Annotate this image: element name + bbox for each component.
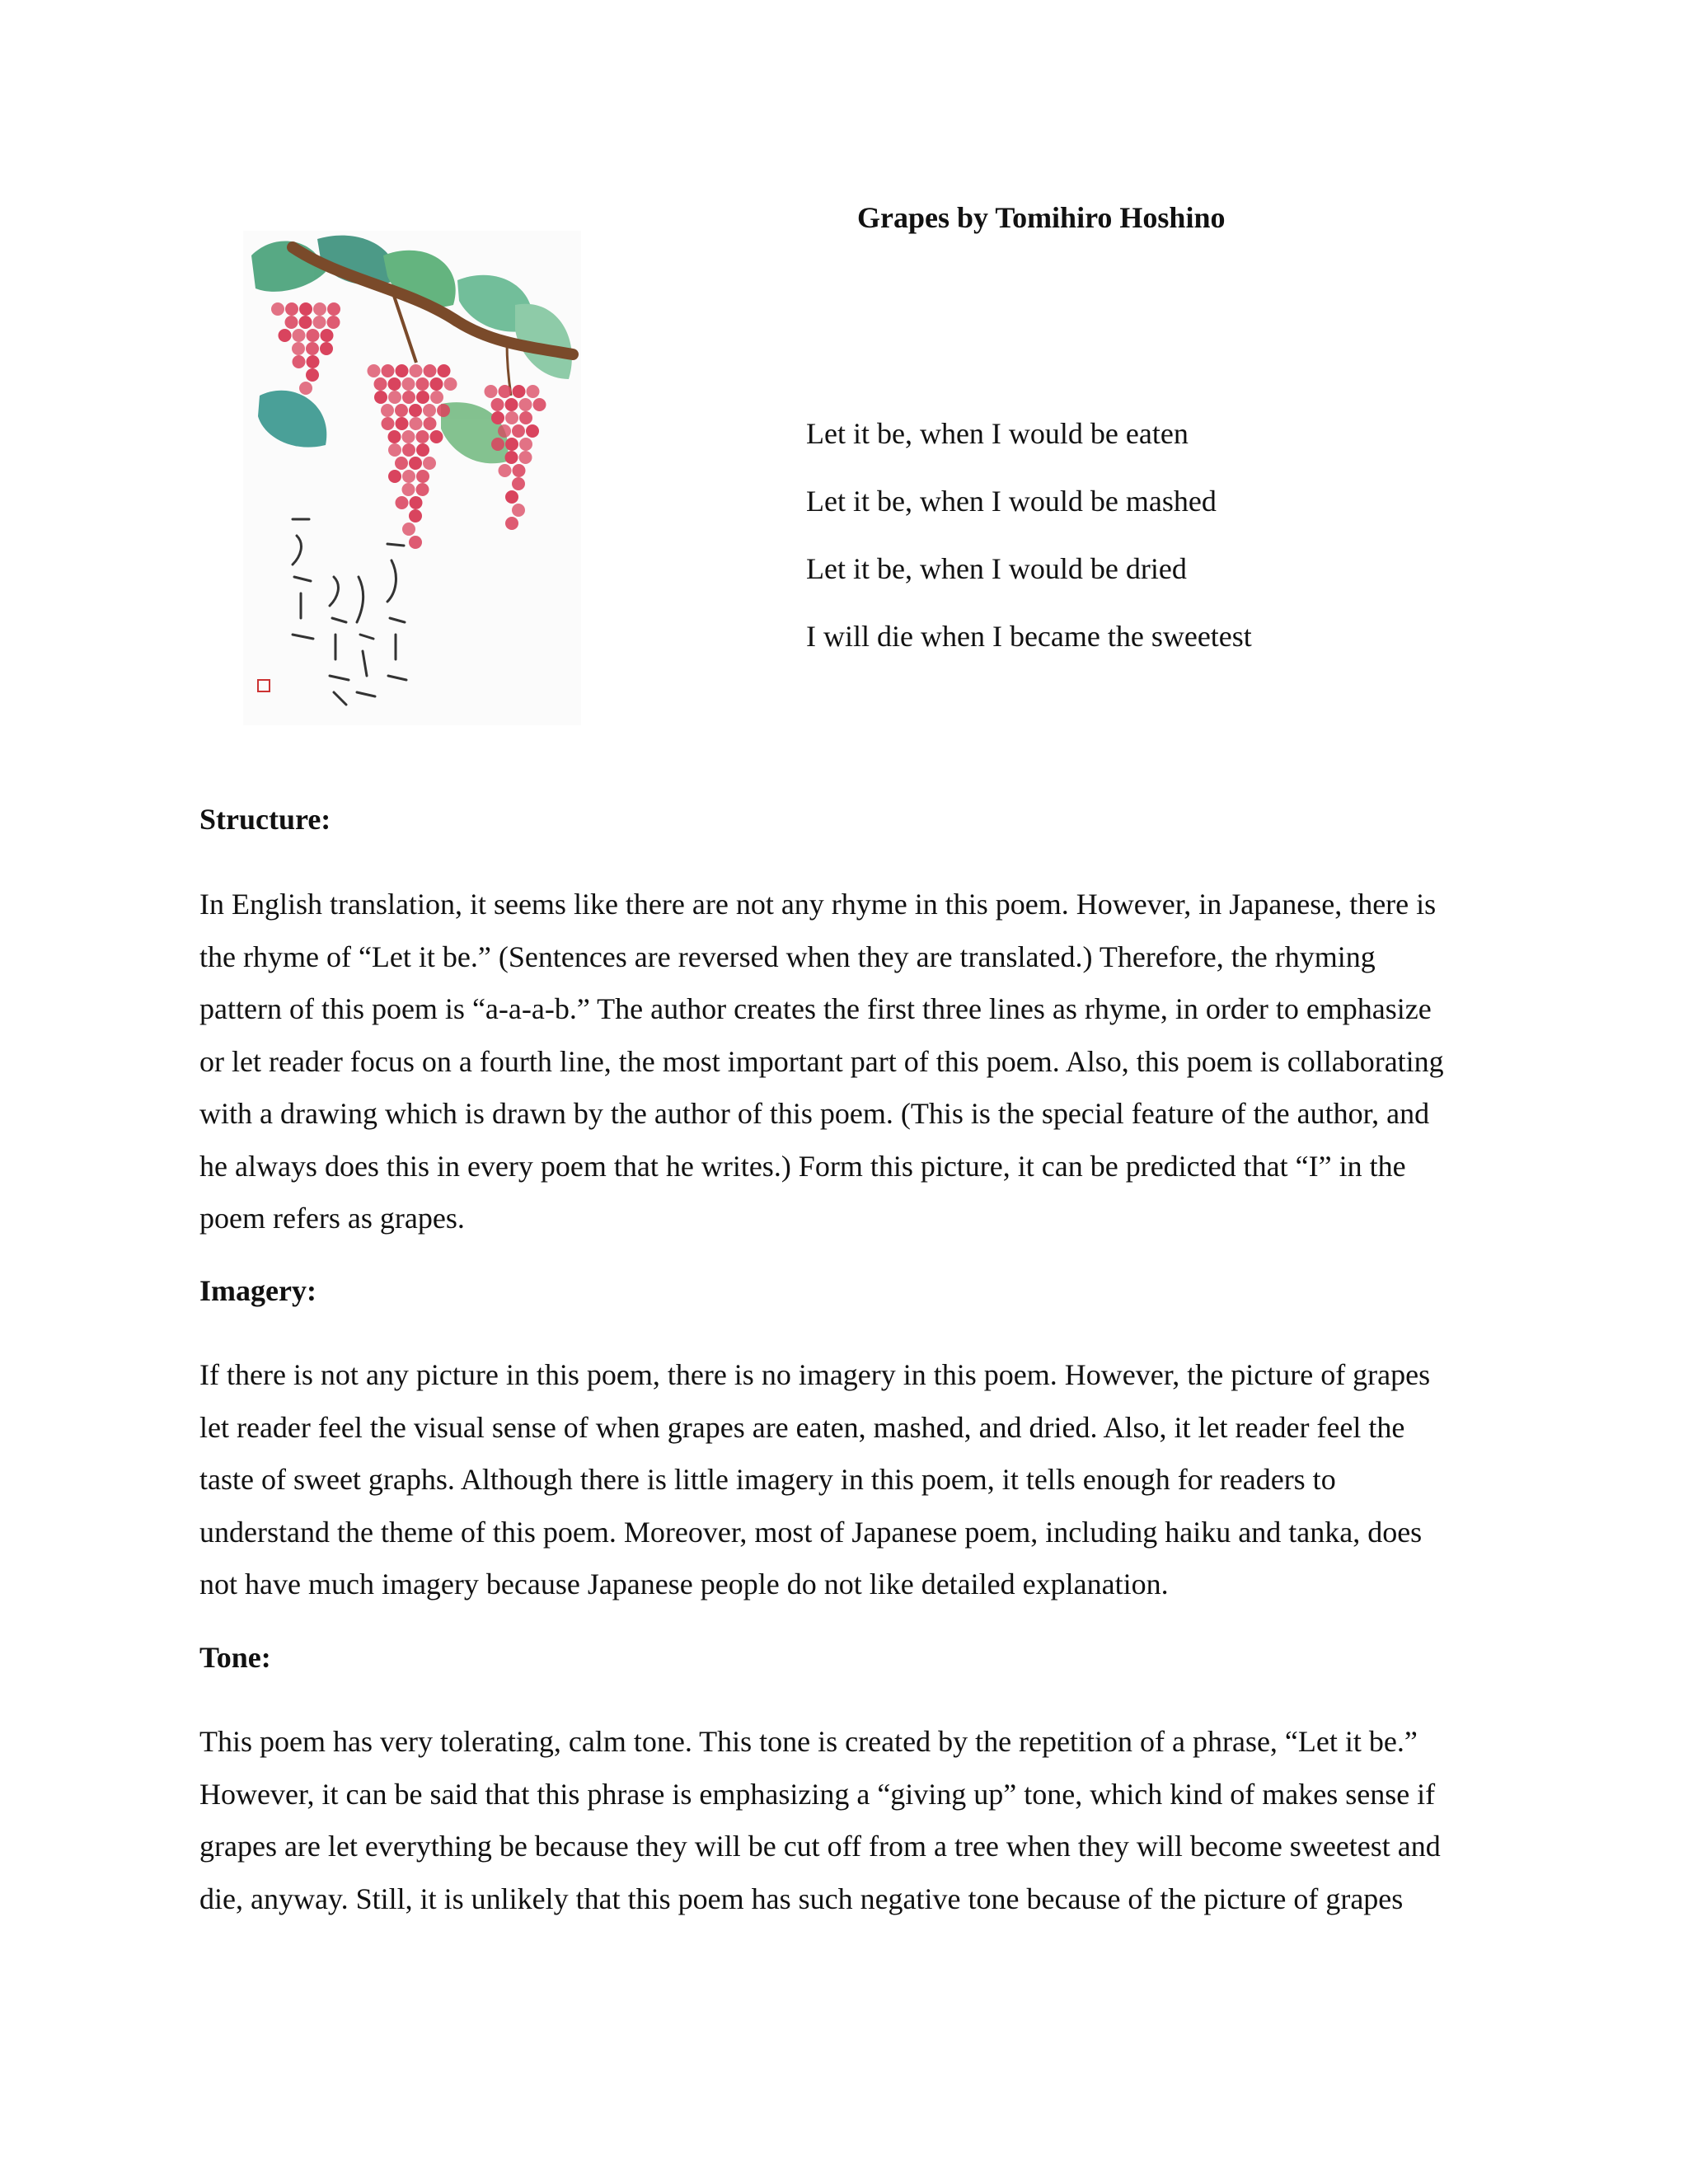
grape-berry xyxy=(416,430,429,443)
grape-berry xyxy=(499,385,512,398)
grape-berry xyxy=(437,404,450,417)
grape-berry xyxy=(374,377,387,391)
grape-painting-image xyxy=(243,231,581,725)
poem-line: I will die when I became the sweetest xyxy=(806,620,1252,653)
grape-berry xyxy=(327,302,340,316)
grape-berry xyxy=(505,438,518,451)
paragraph-line: he always does this in every poem that he writes.) Form this picture, it can be predicted that “I” in the xyxy=(199,1149,1406,1183)
grape-illustration xyxy=(243,231,581,725)
grape-berry xyxy=(396,496,409,509)
grape-berry xyxy=(409,536,422,549)
paragraph-line: the rhyme of “Let it be.” (Sentences are reversed when they are translated.) Therefore, the rhyming xyxy=(199,940,1376,973)
grape-berry xyxy=(424,364,437,377)
grape-berry xyxy=(519,451,532,464)
grape-berry xyxy=(505,398,518,411)
grape-berry xyxy=(271,302,284,316)
paragraph-line: understand the theme of this poem. Moreover, most of Japanese poem, including haiku and tanka, does xyxy=(199,1515,1423,1549)
poem-line: Let it be, when I would be eaten xyxy=(806,417,1189,450)
grape-berry xyxy=(533,398,546,411)
grape-berry xyxy=(388,443,401,457)
grape-berry xyxy=(416,483,429,496)
grape-berry xyxy=(306,368,319,382)
grape-berry xyxy=(491,438,504,451)
paragraph-imagery xyxy=(199,1349,1502,1611)
grape-berry xyxy=(292,342,305,355)
paragraph-line: If there is not any picture in this poem, there is no imagery in this poem. However, the picture of grapes xyxy=(199,1358,1431,1391)
grape-berry xyxy=(402,483,415,496)
grape-berry xyxy=(382,417,395,430)
grape-berry xyxy=(299,316,312,329)
paragraph-line: die, anyway. Still, it is unlikely that this poem has such negative tone because of the picture of grapes xyxy=(199,1882,1404,1915)
grape-berry xyxy=(416,470,429,483)
grape-berry xyxy=(279,329,292,342)
grape-berry xyxy=(505,517,518,530)
paragraph-structure xyxy=(199,879,1502,1245)
grape-berry xyxy=(382,364,395,377)
grape-berry xyxy=(388,470,401,483)
grape-berry xyxy=(307,355,320,368)
grape-berry xyxy=(416,443,429,457)
grape-berry xyxy=(410,417,423,430)
grape-berry xyxy=(402,377,415,391)
grape-berry xyxy=(444,377,457,391)
paragraph-tone xyxy=(199,1716,1502,1925)
section-heading-imagery: Imagery: xyxy=(199,1274,316,1307)
grape-berry xyxy=(409,509,422,523)
grape-berry xyxy=(396,417,409,430)
grape-berry xyxy=(327,316,340,329)
grape-berry xyxy=(513,464,526,477)
grape-berry xyxy=(388,377,401,391)
grape-berry xyxy=(423,457,436,470)
grape-berry xyxy=(388,391,401,404)
grape-berry xyxy=(320,342,333,355)
grape-berry xyxy=(527,385,540,398)
grape-berry xyxy=(402,391,415,404)
grape-berry xyxy=(416,377,429,391)
paragraph-line: However, it can be said that this phrase is emphasizing a “giving up” tone, which kind of makes sense if xyxy=(199,1777,1436,1811)
grape-berry xyxy=(395,404,408,417)
paragraph-line: taste of sweet graphs. Although there is little imagery in this poem, it tells enough for readers to xyxy=(199,1463,1336,1496)
grape-berry xyxy=(285,316,298,329)
grape-berry xyxy=(313,302,326,316)
grape-berry xyxy=(409,404,422,417)
grape-berry xyxy=(512,477,525,490)
grape-berry xyxy=(374,391,387,404)
grape-berry xyxy=(307,329,320,342)
paragraph-line: or let reader focus on a fourth line, the most important part of this poem. Also, this poem is collaborating xyxy=(199,1044,1444,1078)
grape-berry xyxy=(299,382,312,395)
grape-berry xyxy=(402,470,415,483)
grape-berry xyxy=(321,329,334,342)
grape-berry xyxy=(423,404,436,417)
grape-berry xyxy=(299,302,312,316)
paragraph-line: In English translation, it seems like there are not any rhyme in this poem. However, in Japanese, there is xyxy=(199,888,1437,921)
grape-berry xyxy=(388,430,401,443)
grape-berry xyxy=(410,496,423,509)
paragraph-line: let reader feel the visual sense of when grapes are eaten, mashed, and dried. Also, it let reader feel the xyxy=(199,1410,1405,1444)
grape-berry xyxy=(293,329,306,342)
grape-berry xyxy=(313,316,326,329)
paragraph-line: grapes are let everything be because they will be cut off from a tree when they will become sweetest and xyxy=(199,1830,1441,1863)
grape-berry xyxy=(505,411,518,424)
poem-line: Let it be, when I would be mashed xyxy=(806,485,1217,518)
poem-lines xyxy=(806,400,1252,670)
poem-title: Grapes by Tomihiro Hoshino xyxy=(857,201,1226,234)
grape-berry xyxy=(499,464,512,477)
section-heading-tone: Tone: xyxy=(199,1641,271,1674)
grape-berry xyxy=(410,364,423,377)
grape-berry xyxy=(438,364,451,377)
grape-berry xyxy=(430,391,443,404)
paragraph-line: poem refers as grapes. xyxy=(199,1202,465,1235)
grape-berry xyxy=(519,438,532,451)
poem-line: Let it be, when I would be dried xyxy=(806,552,1187,585)
grape-berry xyxy=(402,430,415,443)
grape-berry xyxy=(505,490,518,504)
grape-berry xyxy=(396,364,409,377)
grape-berry xyxy=(381,404,394,417)
grape-berry xyxy=(293,355,306,368)
grape-berry xyxy=(416,391,429,404)
grape-berry xyxy=(513,385,526,398)
grape-berry xyxy=(519,398,532,411)
grape-berry xyxy=(498,424,511,438)
grape-berry xyxy=(485,385,498,398)
paragraph-line: pattern of this poem is “a-a-a-b.” The author creates the first three lines as rhyme, in order to emphasize xyxy=(199,992,1432,1025)
grape-berry xyxy=(424,417,437,430)
grape-berry xyxy=(306,342,319,355)
grape-berry xyxy=(402,523,415,536)
grape-berry xyxy=(505,451,518,464)
grape-berry xyxy=(285,302,298,316)
grape-berry xyxy=(526,424,539,438)
grape-berry xyxy=(395,457,408,470)
grape-berry xyxy=(409,457,422,470)
grape-berry xyxy=(402,443,415,457)
paragraph-line: not have much imagery because Japanese people do not like detailed explanation. xyxy=(199,1568,1169,1601)
grape-berry xyxy=(491,398,504,411)
grape-berry xyxy=(491,411,504,424)
paragraph-line: This poem has very tolerating, calm tone. This tone is created by the repetition of a phrase, “Let it be.” xyxy=(199,1725,1418,1758)
paragraph-line: with a drawing which is drawn by the author of this poem. (This is the special feature of the author, and xyxy=(199,1097,1430,1130)
grape-berry xyxy=(368,364,381,377)
grape-berry xyxy=(430,430,443,443)
grape-berry xyxy=(430,377,443,391)
grape-berry xyxy=(512,504,525,517)
grape-berry xyxy=(512,424,525,438)
grape-berry xyxy=(519,411,532,424)
section-heading-structure: Structure: xyxy=(199,803,331,836)
